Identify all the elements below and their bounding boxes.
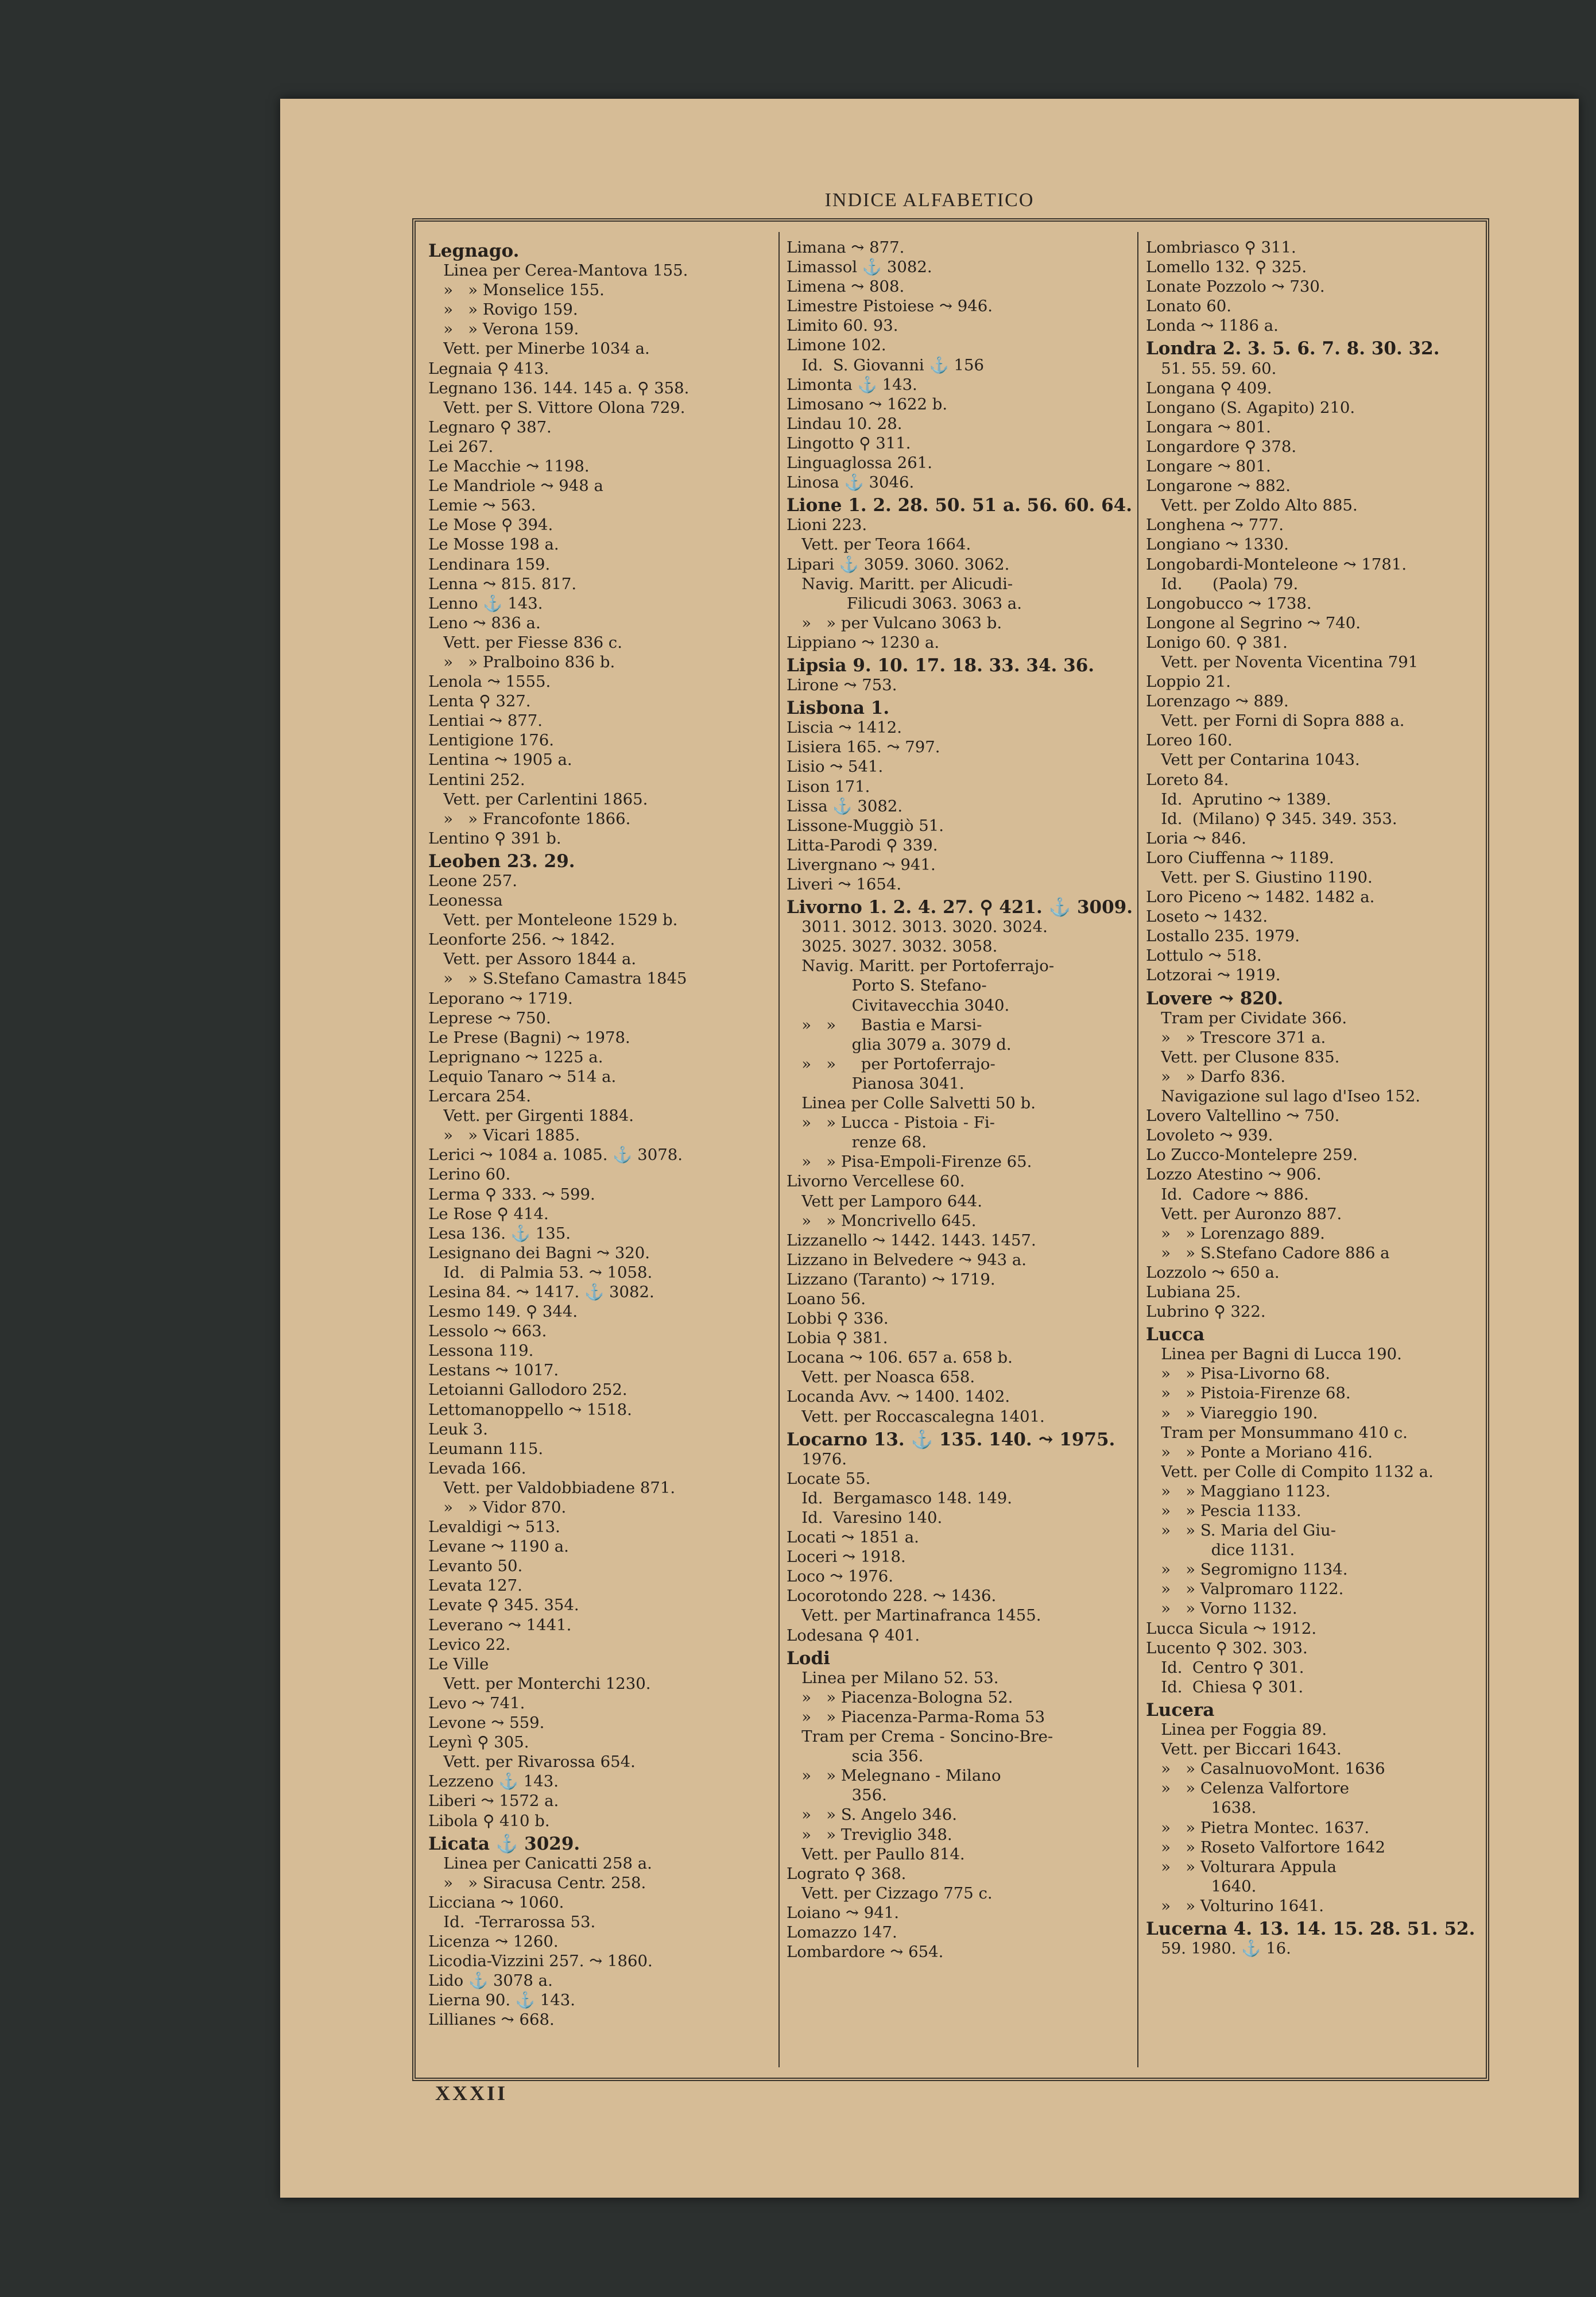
index-entry: Lerici ⤳ 1084 a. 1085. ⚓ 3078. [428, 1146, 683, 1165]
index-entry: » » Moncrivello 645. [787, 1211, 977, 1230]
index-entry: Id. Chiesa ⚲ 301. [1146, 1677, 1304, 1696]
index-entry: Longano (S. Agapito) 210. [1146, 398, 1355, 417]
index-entry: Navig. Maritt. per Alicudi- [787, 574, 1013, 593]
index-entry: Vett. per Noasca 658. [787, 1368, 975, 1387]
index-entry: Vett. per Minerbe 1034 a. [428, 339, 650, 358]
index-entry: Lipari ⚓ 3059. 3060. 3062. [787, 555, 1010, 574]
index-entry: Livorno Vercellese 60. [787, 1172, 965, 1191]
index-entry: Vett. per Martinafranca 1455. [787, 1606, 1041, 1625]
index-entry: » » Darfo 836. [1146, 1067, 1286, 1086]
index-entry: Letoianni Gallodoro 252. [428, 1380, 627, 1399]
index-heading: Lucera [1146, 1699, 1215, 1720]
index-entry: Id. -Terrarossa 53. [428, 1912, 596, 1931]
index-column-2 [787, 238, 1131, 1962]
index-entry: Lobia ⚲ 381. [787, 1329, 888, 1348]
index-entry: » » Treviglio 348. [787, 1825, 952, 1844]
scanned-page [280, 99, 1579, 2198]
index-entry: Vett. per Teora 1664. [787, 535, 971, 554]
index-entry: Lirone ⤳ 753. [787, 676, 897, 695]
index-entry: Vett. per Noventa Vicentina 791 [1146, 652, 1419, 671]
index-entry: Lierna 90. ⚓ 143. [428, 1991, 576, 2010]
index-entry: Vett. per Clusone 835. [1146, 1047, 1340, 1066]
index-entry: Lentina ⤳ 1905 a. [428, 751, 572, 769]
index-entry: Lostallo 235. 1979. [1146, 927, 1300, 946]
index-entry: Londa ⤳ 1186 a. [1146, 316, 1279, 335]
index-entry: » » Bastia e Marsi- [787, 1015, 982, 1034]
index-entry: Longhena ⤳ 777. [1146, 516, 1284, 535]
index-entry: Lovoleto ⤳ 939. [1146, 1126, 1273, 1145]
index-entry: Lonato 60. [1146, 297, 1232, 316]
index-entry: 1640. [1146, 1877, 1257, 1896]
column-separator [778, 232, 780, 2067]
index-entry: Lomello 132. ⚲ 325. [1146, 258, 1307, 277]
index-heading: Lisbona 1. [787, 698, 890, 719]
index-entry: Lizzanello ⤳ 1442. 1443. 1457. [787, 1231, 1036, 1250]
index-entry: Lovero Valtellino ⤳ 750. [1146, 1107, 1340, 1126]
index-entry: Vett. per Biccari 1643. [1146, 1740, 1342, 1759]
index-entry: Vett. per Assoro 1844 a. [428, 950, 637, 969]
index-entry: Licodia-Vizzini 257. ⤳ 1860. [428, 1952, 653, 1971]
index-entry: » » S. Angelo 346. [787, 1805, 957, 1824]
index-entry: Tram per Monsummano 410 c. [1146, 1423, 1408, 1442]
index-entry: Leone 257. [428, 872, 518, 890]
index-entry: Id. S. Giovanni ⚓ 156 [787, 355, 984, 374]
index-entry: Leporano ⤳ 1719. [428, 989, 573, 1008]
index-entry: » » Segromigno 1134. [1146, 1560, 1348, 1579]
index-entry: Linea per Bagni di Lucca 190. [1146, 1345, 1402, 1364]
index-entry: Lisiera 165. ⤳ 797. [787, 738, 940, 757]
index-entry: Lisio ⤳ 541. [787, 757, 884, 776]
index-entry: Legnaia ⚲ 413. [428, 359, 549, 378]
index-entry: Lozzolo ⤳ 650 a. [1146, 1263, 1280, 1282]
index-entry: Lombardore ⤳ 654. [787, 1943, 944, 1962]
index-entry: Levo ⤳ 741. [428, 1693, 525, 1712]
index-entry: » » Pietra Montec. 1637. [1146, 1818, 1370, 1837]
index-entry: » » Piacenza-Bologna 52. [787, 1688, 1013, 1707]
index-entry: Id. Cadore ⤳ 886. [1146, 1185, 1309, 1204]
index-entry: Lequio Tanaro ⤳ 514 a. [428, 1067, 617, 1086]
index-entry: Lotzorai ⤳ 1919. [1146, 966, 1281, 985]
index-entry: » » Piacenza-Parma-Roma 53 [787, 1707, 1045, 1726]
index-entry: Vett per Lamporo 644. [787, 1192, 983, 1211]
index-entry: Lezzeno ⚓ 143. [428, 1772, 559, 1791]
index-entry: Vett. per Roccascalegna 1401. [787, 1407, 1045, 1426]
index-entry: Lonigo 60. ⚲ 381. [1146, 633, 1288, 652]
index-entry: Leynì ⚲ 305. [428, 1733, 529, 1752]
index-entry: Id. Bergamasco 148. 149. [787, 1488, 1013, 1507]
index-entry: Lido ⚓ 3078 a. [428, 1971, 553, 1990]
index-entry: Limassol ⚓ 3082. [787, 258, 932, 277]
index-entry: Id. Varesino 140. [787, 1509, 943, 1527]
index-entry: » » Ponte a Moriano 416. [1146, 1443, 1373, 1461]
page-header: INDICE ALFABETICO [824, 190, 1035, 211]
index-entry: Vett. per Valdobbiadene 871. [428, 1478, 676, 1497]
index-entry: » » Vidor 870. [428, 1498, 567, 1517]
index-entry: » » Lucca - Pistoia - Fi- [787, 1113, 995, 1132]
index-entry: » » Rovigo 159. [428, 300, 578, 319]
index-entry: renze 68. [787, 1133, 927, 1152]
index-entry: Linea per Foggia 89. [1146, 1720, 1327, 1739]
index-entry: Le Prese (Bagni) ⤳ 1978. [428, 1028, 630, 1047]
index-entry: Lenola ⤳ 1555. [428, 672, 551, 691]
index-entry: Lubiana 25. [1146, 1282, 1241, 1301]
index-entry: Lingotto ⚲ 311. [787, 434, 911, 453]
index-entry: Leverano ⤳ 1441. [428, 1615, 572, 1634]
index-entry: Vett. per S. Giustino 1190. [1146, 868, 1373, 887]
index-entry: Lerma ⚲ 333. ⤳ 599. [428, 1185, 595, 1204]
index-entry: Limonta ⚓ 143. [787, 375, 917, 394]
index-entry: Lercara 254. [428, 1087, 531, 1106]
index-entry: Lentiai ⤳ 877. [428, 711, 543, 730]
index-entry: Vett. per Zoldo Alto 885. [1146, 496, 1358, 515]
index-entry: » » Pisa-Empoli-Firenze 65. [787, 1153, 1032, 1171]
column-separator [1137, 232, 1138, 2067]
index-entry: » » Vicari 1885. [428, 1126, 580, 1145]
index-entry: » » Valpromaro 1122. [1146, 1580, 1344, 1599]
index-entry: Lesa 136. ⚓ 135. [428, 1224, 571, 1243]
index-entry: Longarone ⤳ 882. [1146, 477, 1291, 496]
index-entry: Locana ⤳ 106. 657 a. 658 b. [787, 1348, 1013, 1367]
index-entry: Longobucco ⤳ 1738. [1146, 594, 1312, 613]
index-entry: Levone ⤳ 559. [428, 1714, 545, 1733]
index-entry: » » Roseto Valfortore 1642 [1146, 1838, 1385, 1857]
index-entry: Levaldigi ⤳ 513. [428, 1518, 560, 1537]
index-entry: Id. Aprutino ⤳ 1389. [1146, 790, 1331, 809]
index-entry: Locate 55. [787, 1469, 871, 1488]
index-heading: Livorno 1. 2. 4. 27. ⚲ 421. ⚓ 3009. [787, 897, 1133, 918]
index-entry: » » Volturara Appula [1146, 1857, 1337, 1876]
index-entry: Loiano ⤳ 941. [787, 1903, 900, 1922]
index-entry: 59. 1980. ⚓ 16. [1146, 1939, 1291, 1958]
index-entry: Loco ⤳ 1976. [787, 1567, 894, 1586]
index-entry: Lesmo 149. ⚲ 344. [428, 1302, 578, 1321]
index-entry: Linosa ⚓ 3046. [787, 473, 915, 492]
index-entry: Id. (Paola) 79. [1146, 574, 1299, 593]
index-entry: » » Trescore 371 a. [1146, 1028, 1326, 1047]
index-entry: Lucento ⚲ 302. 303. [1146, 1638, 1308, 1657]
index-entry: Lenno ⚓ 143. [428, 594, 543, 613]
index-entry: Limosano ⤳ 1622 b. [787, 395, 948, 413]
index-entry: » » Verona 159. [428, 320, 579, 339]
index-entry: Filicudi 3063. 3063 a. [787, 594, 1022, 613]
index-entry: » » Celenza Valfortore [1146, 1779, 1349, 1798]
index-entry: Lesignano dei Bagni ⤳ 320. [428, 1243, 650, 1262]
index-entry: Longara ⤳ 801. [1146, 417, 1271, 436]
index-entry: Longone al Segrino ⤳ 740. [1146, 613, 1361, 632]
index-heading: Locarno 13. ⚓ 135. 140. ⤳ 1975. [787, 1429, 1115, 1450]
index-entry: » » Melegnano - Milano [787, 1766, 1001, 1785]
index-entry: Lissa ⚓ 3082. [787, 796, 903, 815]
index-entry: Longardore ⚲ 378. [1146, 437, 1297, 456]
index-entry: » » per Portoferrajo- [787, 1054, 995, 1073]
index-entry: Lillianes ⤳ 668. [428, 2010, 555, 2029]
index-entry: Tram per Crema - Soncino-Bre- [787, 1727, 1053, 1746]
index-entry: Vett. per Carlentini 1865. [428, 790, 648, 809]
index-entry: Lizzano (Taranto) ⤳ 1719. [787, 1270, 995, 1289]
index-entry: Liberi ⤳ 1572 a. [428, 1792, 559, 1811]
index-entry: Le Rose ⚲ 414. [428, 1204, 549, 1223]
index-entry: » » Viareggio 190. [1146, 1403, 1318, 1422]
index-entry: Limone 102. [787, 336, 886, 355]
index-entry: » » per Vulcano 3063 b. [787, 613, 1002, 632]
index-entry: » » Siracusa Centr. 258. [428, 1873, 646, 1892]
index-entry: Navig. Maritt. per Portoferrajo- [787, 957, 1055, 976]
index-entry: Levane ⤳ 1190 a. [428, 1537, 569, 1556]
index-heading: Licata ⚓ 3029. [428, 1833, 580, 1854]
index-entry: Tram per Cividate 366. [1146, 1008, 1347, 1027]
index-entry: 3025. 3027. 3032. 3058. [787, 937, 998, 956]
index-entry: Levanto 50. [428, 1557, 523, 1576]
index-heading: Londra 2. 3. 5. 6. 7. 8. 30. 32. [1146, 338, 1440, 359]
index-entry: Livergnano ⤳ 941. [787, 855, 936, 874]
index-entry: Legnaro ⚲ 387. [428, 417, 552, 436]
index-entry: Lonate Pozzolo ⤳ 730. [1146, 277, 1325, 296]
index-entry: Longobardi-Monteleone ⤳ 1781. [1146, 555, 1407, 574]
index-entry: Lobbi ⚲ 336. [787, 1309, 889, 1328]
index-entry: Loceri ⤳ 1918. [787, 1548, 906, 1567]
index-entry: Leumann 115. [428, 1439, 544, 1458]
index-entry: glia 3079 a. 3079 d. [787, 1035, 1012, 1054]
index-entry: » » S.Stefano Camastra 1845 [428, 969, 687, 988]
index-entry: Lograto ⚲ 368. [787, 1864, 907, 1883]
index-entry: 1976. [787, 1449, 847, 1468]
index-entry: Vett. per Monteleone 1529 b. [428, 911, 678, 930]
index-entry: Lesina 84. ⤳ 1417. ⚓ 3082. [428, 1282, 654, 1301]
index-heading: Lipsia 9. 10. 17. 18. 33. 34. 36. [787, 655, 1095, 676]
index-entry: » » Pistoia-Firenze 68. [1146, 1384, 1351, 1403]
index-entry: Loro Ciuffenna ⤳ 1189. [1146, 848, 1334, 867]
index-column-1 [428, 238, 773, 2030]
index-entry: Id. (Milano) ⚲ 345. 349. 353. [1146, 809, 1397, 828]
index-entry: Le Macchie ⤳ 1198. [428, 457, 590, 476]
index-entry: Vett. per Rivarossa 654. [428, 1753, 636, 1772]
index-entry: Liveri ⤳ 1654. [787, 875, 902, 894]
index-entry: Lioni 223. [787, 516, 867, 535]
index-heading: Lucca [1146, 1324, 1205, 1345]
index-entry: 1638. [1146, 1799, 1257, 1818]
index-entry: Loseto ⤳ 1432. [1146, 907, 1268, 926]
index-entry: Vett. per Auronzo 887. [1146, 1204, 1342, 1223]
index-entry: Vett. per Paullo 814. [787, 1844, 965, 1863]
index-entry: Porto S. Stefano- [787, 976, 987, 995]
index-entry: Vett. per Girgenti 1884. [428, 1107, 634, 1126]
index-entry: dice 1131. [1146, 1541, 1295, 1560]
index-entry: Loreo 160. [1146, 731, 1233, 750]
index-entry: 356. [787, 1786, 887, 1805]
index-entry: » » Monselice 155. [428, 281, 605, 300]
index-entry: Lenta ⚲ 327. [428, 692, 531, 711]
index-entry: Limana ⤳ 877. [787, 238, 905, 257]
index-entry: Id. di Palmia 53. ⤳ 1058. [428, 1263, 653, 1282]
index-entry: » » Lorenzago 889. [1146, 1224, 1325, 1243]
index-entry: Lentino ⚲ 391 b. [428, 829, 561, 848]
index-entry: Longana ⚲ 409. [1146, 378, 1272, 397]
index-entry: Linea per Colle Salvetti 50 b. [787, 1094, 1036, 1113]
index-entry: Libola ⚲ 410 b. [428, 1811, 550, 1830]
index-entry: Pianosa 3041. [787, 1074, 964, 1093]
index-entry: Levada 166. [428, 1459, 526, 1478]
index-entry: Lessolo ⤳ 663. [428, 1322, 547, 1341]
index-heading: Leoben 23. 29. [428, 850, 575, 872]
index-entry: Lentini 252. [428, 770, 525, 789]
index-entry: Lozzo Atestino ⤳ 906. [1146, 1165, 1322, 1184]
index-entry: » » Maggiano 1123. [1146, 1482, 1331, 1501]
index-entry: Lissone-Muggiò 51. [787, 816, 944, 835]
index-entry: Linea per Canicatti 258 a. [428, 1854, 652, 1873]
index-entry: Id. Centro ⚲ 301. [1146, 1658, 1304, 1677]
index-entry: Navigazione sul lago d'Iseo 152. [1146, 1087, 1420, 1106]
index-entry: » » S. Maria del Giu- [1146, 1521, 1336, 1540]
index-entry: » » Francofonte 1866. [428, 809, 631, 828]
index-entry: Linea per Milano 52. 53. [787, 1668, 999, 1687]
index-entry: Lendinara 159. [428, 555, 551, 574]
index-entry: Lessona 119. [428, 1341, 534, 1360]
index-entry: Lottulo ⤳ 518. [1146, 946, 1262, 965]
index-entry: » » Pescia 1133. [1146, 1502, 1301, 1520]
index-entry: Longiano ⤳ 1330. [1146, 535, 1289, 554]
index-entry: Vett. per S. Vittore Olona 729. [428, 398, 685, 417]
index-entry: Lorenzago ⤳ 889. [1146, 692, 1289, 711]
index-heading: Legnago. [428, 241, 520, 261]
index-entry: Civitavecchia 3040. [787, 996, 1010, 1015]
index-entry: Le Ville [428, 1654, 489, 1673]
index-entry: Liscia ⤳ 1412. [787, 718, 902, 737]
index-entry: Vett. per Forni di Sopra 888 a. [1146, 711, 1405, 730]
index-entry: Le Mosse 198 a. [428, 535, 559, 554]
index-entry: » » Volturino 1641. [1146, 1896, 1324, 1915]
index-entry: » » Pralboino 836 b. [428, 652, 615, 671]
index-entry: Le Mandriole ⤳ 948 a [428, 477, 603, 496]
page-number: XXXII [435, 2082, 508, 2105]
index-entry: Leprese ⤳ 750. [428, 1008, 551, 1027]
index-entry: Lemie ⤳ 563. [428, 496, 536, 515]
index-entry: 3011. 3012. 3013. 3020. 3024. [787, 918, 1048, 937]
index-entry: Loreto 84. [1146, 770, 1229, 789]
index-entry: Locati ⤳ 1851 a. [787, 1528, 919, 1547]
index-entry: » » Vorno 1132. [1146, 1599, 1297, 1618]
index-entry: Loppio 21. [1146, 672, 1231, 691]
index-entry: Litta-Parodi ⚲ 339. [787, 836, 938, 854]
index-entry: Leonessa [428, 891, 503, 910]
index-heading: Lucerna 4. 13. 14. 15. 28. 51. 52. [1146, 1918, 1475, 1939]
index-heading: Lodi [787, 1648, 830, 1669]
index-entry: Longare ⤳ 801. [1146, 457, 1271, 476]
index-entry: Locorotondo 228. ⤳ 1436. [787, 1587, 997, 1606]
index-entry: Leonforte 256. ⤳ 1842. [428, 930, 615, 949]
index-entry: Levico 22. [428, 1635, 511, 1654]
index-entry: Lenna ⤳ 815. 817. [428, 574, 577, 593]
index-entry: Licciana ⤳ 1060. [428, 1893, 564, 1912]
index-entry: Linea per Cerea-Mantova 155. [428, 261, 688, 280]
index-entry: Lindau 10. 28. [787, 414, 902, 433]
index-entry: Linguaglossa 261. [787, 454, 933, 473]
index-entry: Lomazzo 147. [787, 1923, 897, 1942]
index-entry: Lucca Sicula ⤳ 1912. [1146, 1619, 1317, 1638]
index-entry: 51. 55. 59. 60. [1146, 359, 1277, 378]
index-entry: Lei 267. [428, 437, 494, 456]
index-entry: Leuk 3. [428, 1420, 488, 1438]
index-entry: Limito 60. 93. [787, 316, 898, 335]
index-heading: Lovere ⤳ 820. [1146, 988, 1284, 1009]
index-entry: Lombriasco ⚲ 311. [1146, 238, 1296, 257]
index-entry: Locanda Avv. ⤳ 1400. 1402. [787, 1387, 1010, 1406]
index-entry: Vett. per Monterchi 1230. [428, 1674, 651, 1693]
index-frame [412, 218, 1489, 2081]
index-entry: Le Mose ⚲ 394. [428, 516, 553, 535]
index-entry: Leprignano ⤳ 1225 a. [428, 1047, 603, 1066]
index-entry: scia 356. [787, 1747, 924, 1766]
index-entry: Lippiano ⤳ 1230 a. [787, 633, 940, 652]
index-entry: Vett per Contarina 1043. [1146, 751, 1360, 769]
index-entry: Legnano 136. 144. 145 a. ⚲ 358. [428, 378, 689, 397]
index-entry: Lodesana ⚲ 401. [787, 1626, 920, 1645]
index-entry: Levata 127. [428, 1576, 522, 1595]
index-entry: » » CasalnuovoMont. 1636 [1146, 1760, 1385, 1778]
index-entry: Limestre Pistoiese ⤳ 946. [787, 297, 993, 316]
index-entry: Lo Zucco-Montelepre 259. [1146, 1146, 1358, 1165]
index-entry: Vett. per Colle di Compito 1132 a. [1146, 1462, 1434, 1481]
index-entry: Lettomanoppello ⤳ 1518. [428, 1400, 632, 1419]
index-entry: Loano 56. [787, 1289, 866, 1308]
index-entry: » » S.Stefano Cadore 886 a [1146, 1243, 1390, 1262]
index-entry: Loria ⤳ 846. [1146, 829, 1246, 848]
index-entry: Lestans ⤳ 1017. [428, 1361, 559, 1380]
index-entry: Lison 171. [787, 777, 870, 796]
index-entry: Leno ⤳ 836 a. [428, 613, 541, 632]
index-column-3 [1146, 238, 1490, 1958]
index-entry: Levate ⚲ 345. 354. [428, 1596, 579, 1615]
index-entry: Lizzano in Belvedere ⤳ 943 a. [787, 1250, 1026, 1269]
index-entry: Limena ⤳ 808. [787, 277, 905, 296]
index-entry: Loro Piceno ⤳ 1482. 1482 a. [1146, 888, 1375, 907]
index-entry: » » Pisa-Livorno 68. [1146, 1364, 1330, 1383]
index-entry: Vett. per Fiesse 836 c. [428, 633, 622, 652]
index-entry: Licenza ⤳ 1260. [428, 1932, 559, 1951]
index-entry: Lubrino ⚲ 322. [1146, 1302, 1266, 1321]
index-entry: Vett. per Cizzago 775 c. [787, 1884, 993, 1902]
index-entry: Lentigione 176. [428, 731, 555, 750]
index-entry: Lerino 60. [428, 1165, 511, 1184]
index-heading: Lione 1. 2. 28. 50. 51 a. 56. 60. 64. [787, 495, 1133, 516]
